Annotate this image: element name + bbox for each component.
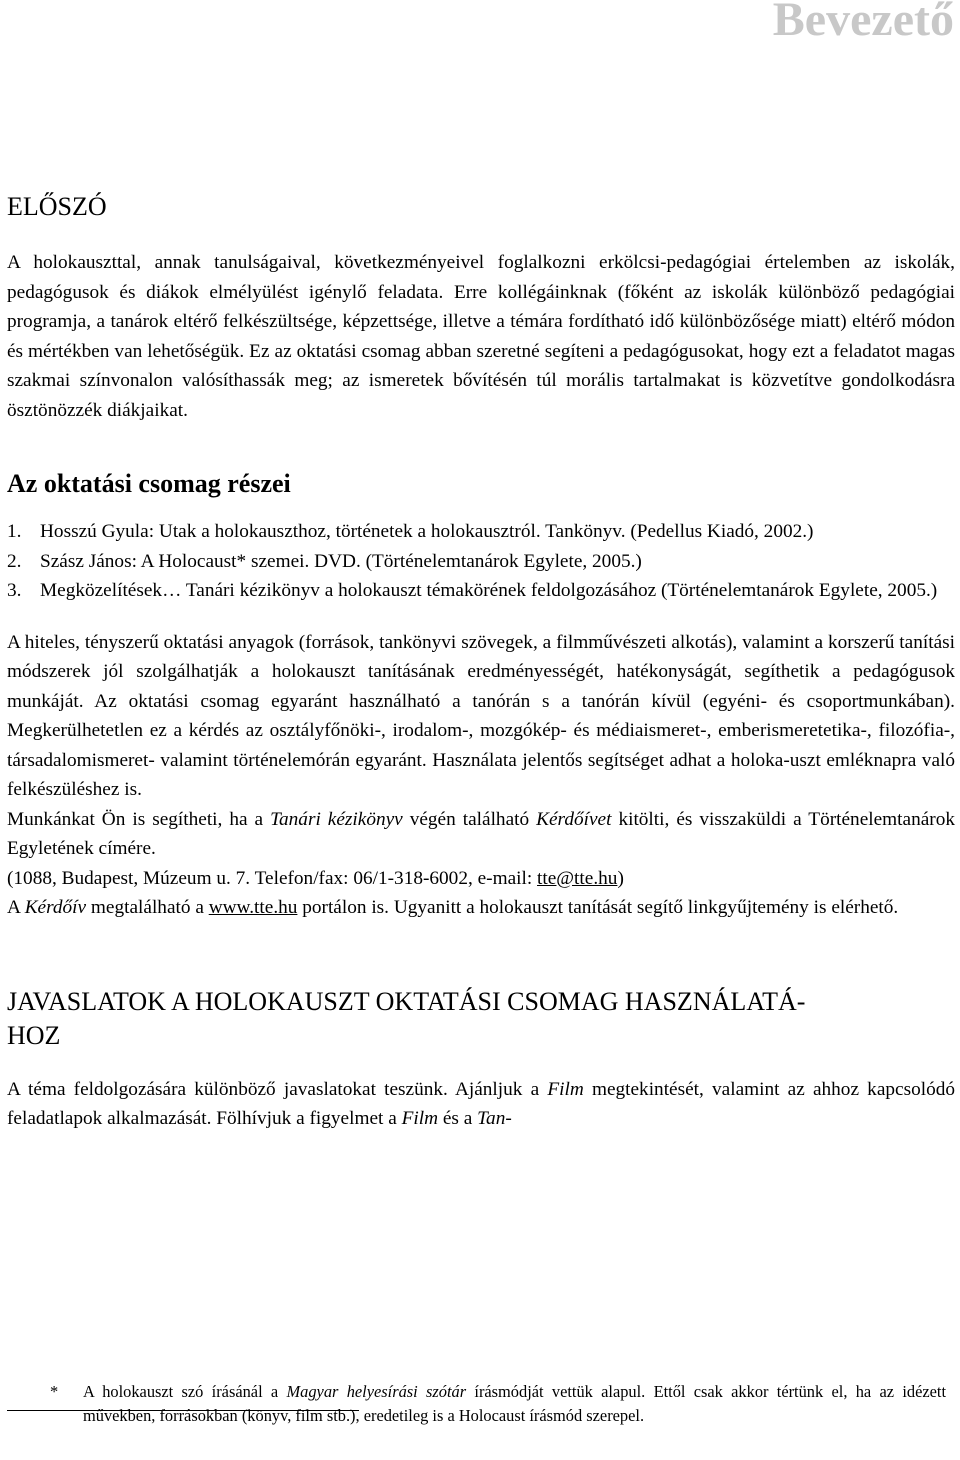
list-item <box>7 517 955 547</box>
body-paragraph-1: A hiteles, tényszerű oktatási anyagok (források, tankönyvi szövegek, a filmművészeti alkotás), valamint a korszerű tanítási módszerek jól szolgálhatják a holokauszt tanításának eredményességét, hatékonyságát, segíthetik a pedagógusok munkáját. Az oktatási csomag egyaránt használható a tanórán s a tanórán kívül (egyéni- és csoportmunkában). Megkerülhetetlen ez a kérdés az osztályfőnöki-, irodalom-, mozgókép- és médiaismeret-, emberismeretetika-, filozófia-, társadalomismeret- valamint történelemórán egyaránt. Használata jelentős segítséget adhat a holoka-uszt emléknapra való felkészüléshez is. <box>7 631 955 800</box>
list-item-text: Szász János: A Holocaust* szemei. DVD. (Történelemtanárok Egylete, 2005.) <box>40 550 642 572</box>
list-item <box>7 547 955 577</box>
email-link[interactable]: tte@tte.hu <box>537 867 618 889</box>
page-content <box>7 190 955 1134</box>
questionnaire-term: Kérdőív <box>24 897 87 918</box>
eloszo-paragraph: A holokauszttal, annak tanulságaival, következményeivel foglalkozni erkölcsi-pedagógiai értelemben az iskolák, pedagógusok és diákok elmélyülést igénylő feladata. Erre kollégáinknak (főként az iskolák különböző pedagógiai programja, a tanárok eltérő felkészültsége, képzettsége, illetve a témára fordítható idő különbözősége miatt) eltérő módon és mértékben van lehetőségük. Ez az oktatási csomag abban szeretné segíteni a pedagógusokat, hogy ezt a feladatot magas szakmai színvonalon valósíthassák meg; az ismeretek bővítésén túl morális tartalmakat is közvetítve gondolkodásra ösztönözzék diákjaikat. <box>7 252 955 421</box>
list-item <box>7 576 955 606</box>
javaslatok-paragraph: A téma feldolgozására különböző javaslatokat teszünk. Ajánljuk a Film megtekintését, valamint az ahhoz kapcsolódó feladatlapok alkalmazását. Fölhívjuk a figyelmet a Film és a Tan- <box>7 1078 955 1129</box>
body-paragraph-4: A Kérdőív megtalálható a www.tte.hu portálon is. Ugyanitt a holokauszt tanítását segítő linkgyűjtemény is elérhető. <box>7 897 899 918</box>
list-item-text: Megközelítések… Tanári kézikönyv a holokauszt témakörének feldolgozásához (Történelemtanárok Egylete, 2005.) <box>40 580 938 601</box>
body-paragraph-2: Munkánkat Ön is segítheti, ha a Tanári kézikönyv végén található Kérdőívet kitölti, és visszaküldi a Történelemtanárok Egyletének címére. <box>7 808 955 859</box>
footnote-text: A holokauszt szó írásánál a Magyar helyesírási szótár írásmódját vettük alapul. Ettől csak akkor tértünk el, ha az idézett művekben, forrásokban (könyv, film stb.), eredetileg is a Holocaust írásmód szerepel. <box>83 1382 946 1425</box>
website-link[interactable]: www.tte.hu <box>208 897 298 918</box>
list-item-number: 1. <box>7 521 22 542</box>
list-item-number: 3. <box>7 580 22 601</box>
parts-heading: Az oktatási csomag részei <box>7 469 291 498</box>
chapter-title: Bevezető <box>772 0 954 46</box>
javaslatok-heading: JAVASLATOK A HOLOKAUSZT OKTATÁSI CSOMAG HASZNÁLATÁ- HOZ <box>7 986 806 1050</box>
questionnaire-term: Kérdőívet <box>536 808 612 830</box>
footnote-mark: * <box>50 1382 59 1401</box>
parts-list <box>7 517 955 606</box>
eloszo-heading: ELŐSZÓ <box>7 192 107 221</box>
manual-title: Tanári kézikönyv <box>270 808 403 830</box>
contact-line: (1088, Budapest, Múzeum u. 7. Telefon/fax: 06/1-318-6002, e-mail: tte@tte.hu) <box>7 867 624 889</box>
footnote <box>50 1380 946 1427</box>
list-item-number: 2. <box>7 550 22 572</box>
list-item-text: Hosszú Gyula: Utak a holokauszthoz, történetek a holokausztról. Tankönyv. (Pedellus Kiadó, 2002.) <box>40 521 814 542</box>
